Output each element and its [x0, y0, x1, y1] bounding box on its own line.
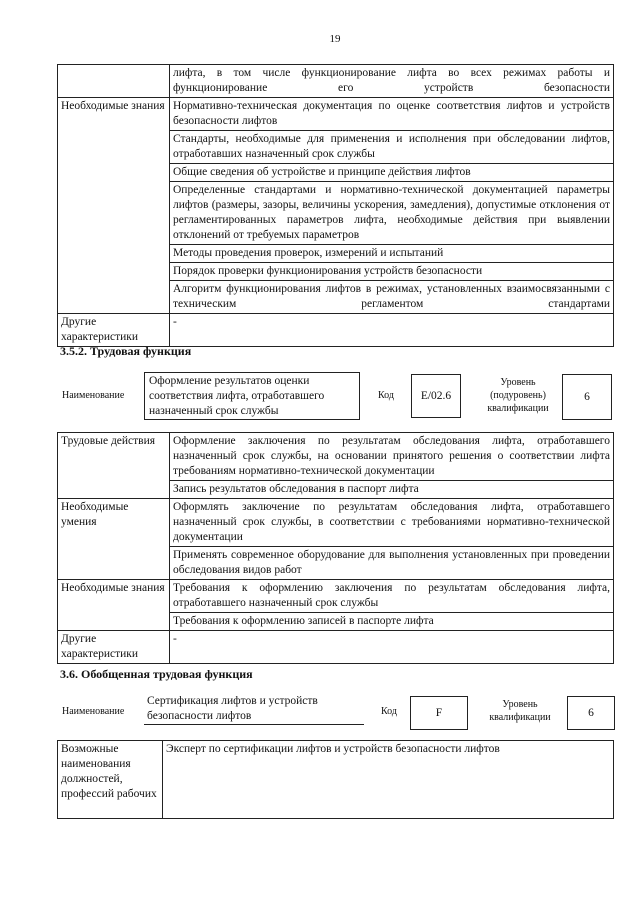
name-value: Сертификация лифтов и устройств безопасности лифтов [144, 694, 364, 725]
skill-item: Применять современное оборудование для выполнения установленных при проведении обследования видов работ [170, 547, 614, 580]
other-value: - [170, 631, 614, 664]
knowledge-item: Методы проведения проверок, измерений и испытаний [170, 245, 614, 263]
code-value: E/02.6 [411, 374, 461, 418]
page-number: 19 [329, 33, 341, 45]
knowledge-item: Требования к оформлению записей в паспорте лифта [170, 613, 614, 631]
code-value: F [410, 696, 468, 730]
knowledge-item: Порядок проверки функционирования устройств безопасности [170, 263, 614, 281]
function-name-bar-36 [60, 694, 620, 742]
empty-label-cell [58, 65, 170, 98]
other-label: Другие характеристики [58, 314, 170, 347]
section-heading-36: 3.6. Обобщенная трудовая функция [60, 667, 253, 681]
knowledge-label: Необходимые знания [58, 580, 170, 631]
action-item: Запись результатов обследования в паспорт лифта [170, 481, 614, 499]
positions-label: Возможные наименования должностей, профессий рабочих [58, 741, 163, 819]
knowledge-label: Необходимые знания [58, 98, 170, 314]
actions-label: Трудовые действия [58, 433, 170, 499]
skill-item: Оформлять заключение по результатам обследования лифта, отработавшего назначенный срок службы, в соответствии с требованиями нормативно-технической документации [170, 499, 614, 547]
function-name-bar-352 [60, 372, 620, 420]
knowledge-item: Нормативно-техническая документация по оценке соответствия лифтов и устройств безопасности лифтов [170, 98, 614, 131]
name-value: Оформление результатов оценки соответствия лифта, отработавшего назначенный срок службы [144, 372, 360, 420]
level-value: 6 [562, 374, 612, 420]
continuation-text: лифта, в том числе функционирование лифта во всех режимах работы и функционирование его устройств безопасности [170, 65, 614, 98]
knowledge-table [57, 64, 614, 347]
skills-label: Необходимые умения [58, 499, 170, 580]
other-label: Другие характеристики [58, 631, 170, 664]
action-item: Оформление заключения по результатам обследования лифта, отработавшего назначенный срок службы, на основании принятого решения о соответствии лифта требованиям нормативно-технической документации [170, 433, 614, 481]
section-heading-352: 3.5.2. Трудовая функция [60, 344, 192, 358]
knowledge-item: Определенные стандартами и нормативно-технической документацией параметры лифтов (размеры, зазоры, величины ускорения, замедления), допустимые отклонения от регламентированных параметров лифта, необходимые действия при выявлении отклонений от требуемых параметров [170, 182, 614, 245]
code-label: Код [378, 390, 394, 401]
name-label: Наименование [62, 390, 125, 401]
other-value: - [170, 314, 614, 347]
name-value-box [144, 694, 364, 725]
level-label: Уровень квалификации [489, 699, 551, 723]
knowledge-item: Стандарты, необходимые для применения и исполнения при обследовании лифтов, отработавших назначенный срок службы [170, 131, 614, 164]
knowledge-item: Алгоритм функционирования лифтов в режимах, установленных взаимосвязанными с техническим регламентом стандартами [170, 281, 614, 314]
positions-value: Эксперт по сертификации лифтов и устройств безопасности лифтов [163, 741, 614, 819]
level-label: Уровень (подуровень) квалификации [487, 377, 549, 414]
knowledge-item: Требования к оформлению заключения по результатам обследования лифта, отработавшего назначенный срок службы [170, 580, 614, 613]
labor-actions-table [57, 432, 614, 664]
knowledge-item: Общие сведения об устройстве и принципе действия лифтов [170, 164, 614, 182]
positions-table [57, 740, 614, 819]
name-label: Наименование [62, 706, 125, 717]
code-label: Код [381, 706, 397, 717]
level-value: 6 [567, 696, 615, 730]
